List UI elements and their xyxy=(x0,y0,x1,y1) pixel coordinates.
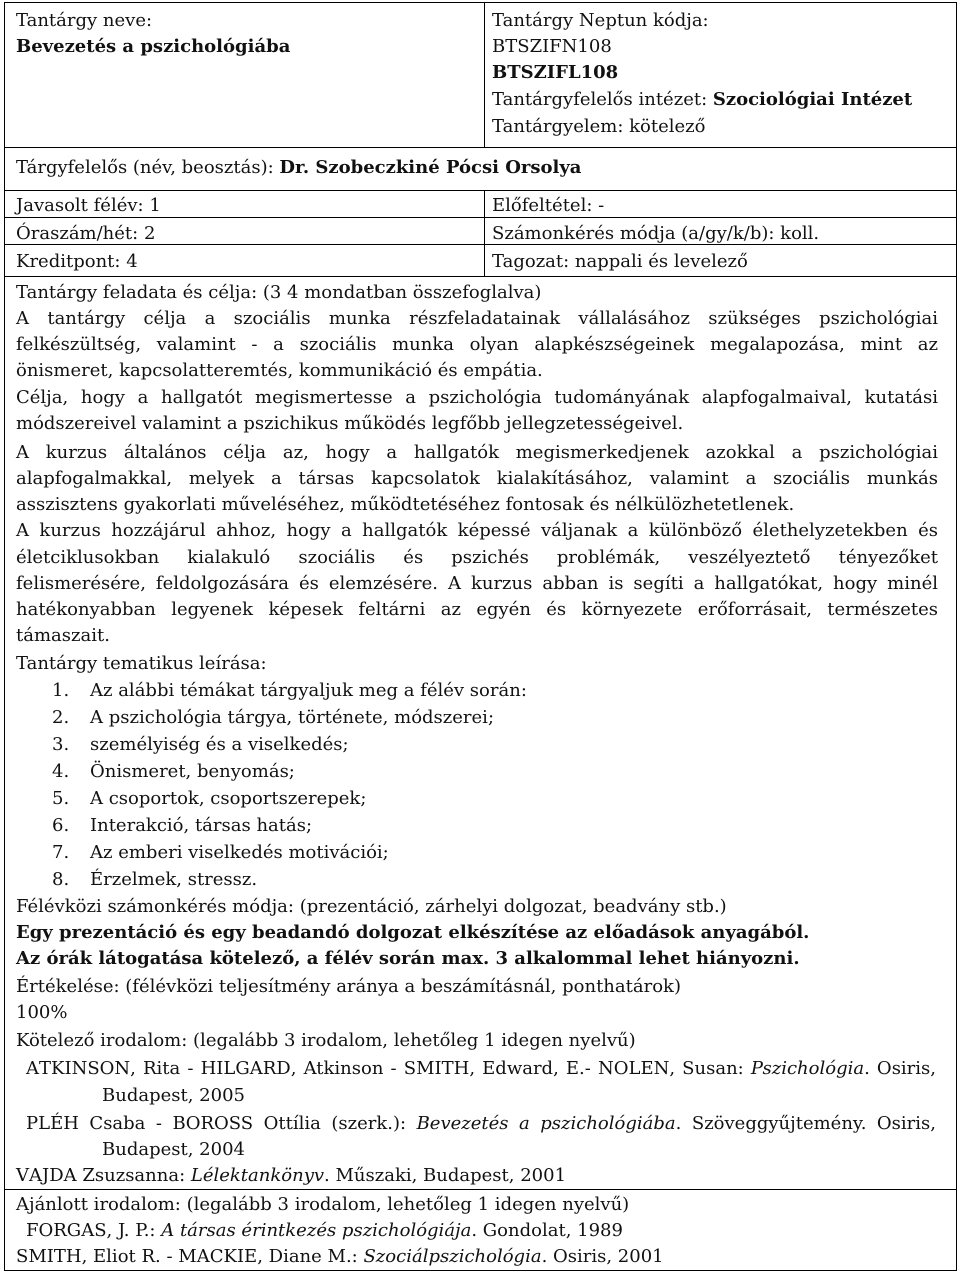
topic-number: 2. xyxy=(52,707,70,728)
divider-line xyxy=(4,1189,957,1190)
subject-name: Bevezetés a pszichológiába xyxy=(16,36,291,57)
recommended-ref-2: SMITH, Eliot R. - MACKIE, Diane M.: Szociálpszichológia. Osiris, 2001 xyxy=(16,1246,664,1267)
topic-item: Az alábbi témákat tárgyaljuk meg a félév során: xyxy=(90,680,527,701)
semester: Javasolt félév: 1 xyxy=(16,195,161,216)
goals-p4-line4: hatékonyabban legyenek képesek feltárni az egyén és környezete erőforrásait, természetes xyxy=(16,599,938,620)
topic-number: 8. xyxy=(52,869,70,890)
assessment-label: Félévközi számonkérés módja: (prezentáció, zárhelyi dolgozat, beadvány stb.) xyxy=(16,896,727,917)
institute-label: Tantárgyfelelős intézet: xyxy=(492,89,713,110)
goals-p3-line2: alapfogalmakkal, melyek a társas kapcsolatok kialakításához, valamint a szociális munkás xyxy=(16,468,938,489)
hours: Óraszám/hét: 2 xyxy=(16,223,156,244)
topic-item: személyiség és a viselkedés; xyxy=(90,734,349,755)
goals-p3-line1: A kurzus általános célja az, hogy a hallgatók megismerkedjenek azokkal a pszichológiai xyxy=(16,442,938,463)
goals-p2-line1: Célja, hogy a hallgatót megismertesse a pszichológia tudományának alapfogalmaival, kutatási xyxy=(16,387,938,408)
assessment-line1: Egy prezentáció és egy beadandó dolgozat elkészítése az előadások anyagából. xyxy=(16,922,810,943)
responsible-line xyxy=(16,155,581,180)
neptun-code-1: BTSZIFN108 xyxy=(492,36,612,57)
goals-p3-line3: asszisztens gyakorlati műveléséhez, működtetéséhez fontosak és nélkülözhetetlenek. xyxy=(16,494,795,515)
topic-number: 7. xyxy=(52,842,70,863)
subject-name-label: Tantárgy neve: xyxy=(16,10,153,31)
credits: Kreditpont: 4 xyxy=(16,251,138,272)
required-ref-1-line2: Budapest, 2005 xyxy=(102,1085,245,1106)
required-ref-3: VAJDA Zsuzsanna: Lélektankönyv. Műszaki, Budapest, 2001 xyxy=(16,1165,567,1186)
institute-name: Szociológiai Intézet xyxy=(712,89,913,110)
goals-p4-line5: támaszait. xyxy=(16,625,110,646)
topic-item: A pszichológia tárgya, története, módszerei; xyxy=(90,707,495,728)
goals-p1-line1: A tantárgy célja a szociális munka részfeladatainak vállalásához szükséges pszichológiai xyxy=(16,308,938,329)
goals-p4-line2: életciklusokban kialakuló szociális és pszichés problémák, veszélyeztető tényezőket xyxy=(16,547,938,568)
recommended-ref-1: FORGAS, J. P.: A társas érintkezés pszichológiája. Gondolat, 1989 xyxy=(26,1220,623,1241)
topic-item: A csoportok, csoportszerepek; xyxy=(90,788,367,809)
neptun-code-2: BTSZIFL108 xyxy=(492,62,619,83)
goals-p1-line3: önismeret, kapcsolatteremtés, kommunikáció és empátia. xyxy=(16,360,543,381)
exam-type: Számonkérés módja (a/gy/k/b): koll. xyxy=(492,223,820,244)
responsible-name: Dr. Szobeczkiné Pócsi Orsolya xyxy=(279,157,582,178)
required-ref-1: ATKINSON, Rita - HILGARD, Atkinson - SMITH, Edward, E.- NOLEN, Susan: Pszichológia. Osiris, xyxy=(26,1058,937,1079)
responsible-label: Tárgyfelelős (név, beosztás): xyxy=(16,157,280,178)
evaluation-value: 100% xyxy=(16,1002,68,1023)
topic-number: 5. xyxy=(52,788,70,809)
goals-p4-line1: A kurzus hozzájárul ahhoz, hogy a hallgatók képessé váljanak a különböző élethelyzetekben és xyxy=(16,520,938,541)
required-ref-2: PLÉH Csaba - BOROSS Ottília (szerk.): Bevezetés a pszichológiába. Szöveggyűjtemény. Osiris, xyxy=(26,1113,936,1134)
required-ref-2-line2: Budapest, 2004 xyxy=(102,1139,245,1160)
assessment-line2: Az órák látogatása kötelező, a félév során max. 3 alkalommal lehet hiányozni. xyxy=(16,948,800,969)
topic-number: 6. xyxy=(52,815,70,836)
goals-p2-line2: módszereivel valamint a pszichikus működés legfőbb jellegzetességeivel. xyxy=(16,413,684,434)
prerequisite: Előfeltétel: - xyxy=(492,195,605,216)
topic-item: Önismeret, benyomás; xyxy=(90,761,295,782)
topic-number: 1. xyxy=(52,680,70,701)
evaluation-label: Értékelése: (félévközi teljesítmény aránya a beszámításnál, ponthatárok) xyxy=(16,976,681,997)
recommended-literature-label: Ajánlott irodalom: (legalább 3 irodalom, lehetőleg 1 idegen nyelvű) xyxy=(16,1194,630,1215)
topic-item: Interakció, társas hatás; xyxy=(90,815,313,836)
topic-item: Érzelmek, stressz. xyxy=(90,869,258,890)
goals-p1-line2: felkészültség, valamint - a szociális munka olyan alapkészségeinek megalapozása, mint az xyxy=(16,334,938,355)
topic-number: 3. xyxy=(52,734,70,755)
topic-item: Az emberi viselkedés motivációi; xyxy=(90,842,389,863)
program: Tagozat: nappali és levelező xyxy=(492,251,748,272)
goals-label: Tantárgy feladata és célja: (3 4 mondatban összefoglalva) xyxy=(16,282,542,303)
neptun-label: Tantárgy Neptun kódja: xyxy=(492,10,709,31)
subject-element: Tantárgyelem: kötelező xyxy=(492,116,706,137)
topics-label: Tantárgy tematikus leírása: xyxy=(16,653,267,674)
institute-line xyxy=(492,87,912,112)
required-literature-label: Kötelező irodalom: (legalább 3 irodalom, lehetőleg 1 idegen nyelvű) xyxy=(16,1030,636,1051)
goals-p4-line3: felismerésére, feldolgozására és elemzésére. A kurzus abban is segíti a hallgatókat, hogy minél xyxy=(16,573,938,594)
topic-number: 4. xyxy=(52,761,70,782)
